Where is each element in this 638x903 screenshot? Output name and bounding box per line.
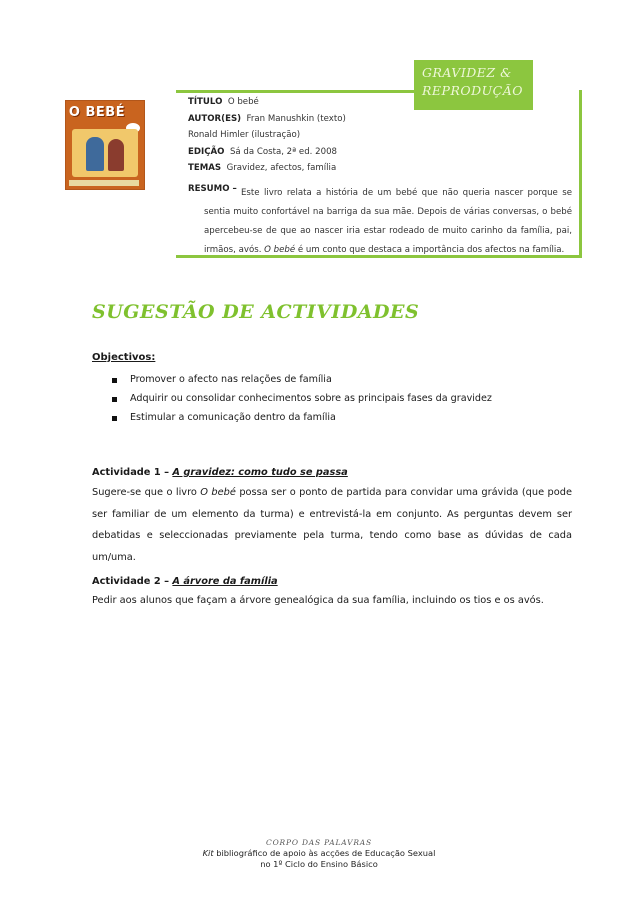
book-title: O bebé [227, 97, 259, 107]
footer-kit: Kit [202, 848, 214, 858]
activity1-heading [92, 467, 348, 478]
summary-part1: Este livro relata a história de um bebé que não queria nascer porque se sentia muito confortável na barriga da sua mãe. Depois de várias conversas, o bebé apercebeu-se de que ao nascer iria estar rodeado de muito carinho da família, pai, irmãos, avós. [204, 188, 572, 255]
book-themes-line [188, 163, 336, 173]
theme-tag-line2: REPRODUÇÃO [422, 83, 524, 98]
footer-brand: CORPO DAS PALAVRAS [266, 838, 372, 847]
book-title-label: TÍTULO [188, 97, 223, 107]
footer-line1 [0, 848, 638, 859]
activity2-heading [92, 576, 278, 587]
summary-text [204, 184, 572, 260]
activity2-text: Pedir aos alunos que façam a árvore genealógica da sua família, incluindo os tios e os avós. [92, 595, 544, 606]
footer-line2: no 1º Ciclo do Ensino Básico [260, 859, 378, 869]
book-edition-label: EDIÇÃO [188, 147, 225, 157]
summary-part2: é um conto que destaca a importância dos afectos na família. [297, 245, 565, 255]
objective-item: Adquirir ou consolidar conhecimentos sobre as principais fases da gravidez [112, 393, 492, 412]
book-cover-strip [69, 180, 139, 186]
activity1-text [92, 482, 572, 568]
book-illustrator-line [188, 130, 300, 140]
activity1-label: Actividade 1 – [92, 467, 169, 478]
book-themes: Gravidez, afectos, família [226, 163, 337, 173]
activity2-title: A árvore da família [172, 576, 278, 587]
objectives-heading: Objectivos: [92, 352, 156, 363]
theme-tag [414, 60, 533, 110]
footer [0, 837, 638, 870]
book-illustrator: Ronald Himler (ilustração) [188, 130, 301, 140]
theme-tag-line1: GRAVIDEZ & [422, 65, 512, 80]
activity1-book-title: O bebé [200, 487, 236, 498]
book-cover-illustration [72, 129, 138, 177]
activity1-text-a: Sugere-se que o livro [92, 487, 197, 498]
activity1-title: A gravidez: como tudo se passa [172, 467, 348, 478]
book-cover-title: O BEBÉ [68, 105, 126, 120]
summary-label: RESUMO – [188, 184, 237, 194]
footer-line1-text: bibliográfico de apoio às acções de Educação Sexual [216, 848, 436, 858]
objective-item: Estimular a comunicação dentro da família [112, 412, 492, 431]
book-edition: Sá da Costa, 2ª ed. 2008 [229, 147, 338, 157]
objective-item: Promover o afecto nas relações de família [112, 374, 492, 393]
book-edition-line [188, 147, 337, 157]
book-title-line [188, 97, 259, 107]
section-title: SUGESTÃO DE ACTIVIDADES [92, 301, 420, 323]
book-authors-line [188, 114, 346, 124]
book-author-text: Fran Manushkin (texto) [246, 114, 346, 124]
activity2-label: Actividade 2 – [92, 576, 169, 587]
book-cover-image [65, 100, 145, 190]
summary-book-title: O bebé [264, 245, 296, 255]
book-themes-label: TEMAS [188, 163, 222, 173]
activity1-text-b: possa ser o ponto de partida para convidar uma grávida (que pode ser familiar de um elemento da turma) e entrevistá-la em conjunto. As perguntas devem ser debatidas e seleccionadas previamente pela turma, tendo como base as dúvidas de cada um/uma. [92, 487, 572, 563]
book-authors-label: AUTOR(ES) [188, 114, 242, 124]
objectives-list [112, 374, 492, 431]
